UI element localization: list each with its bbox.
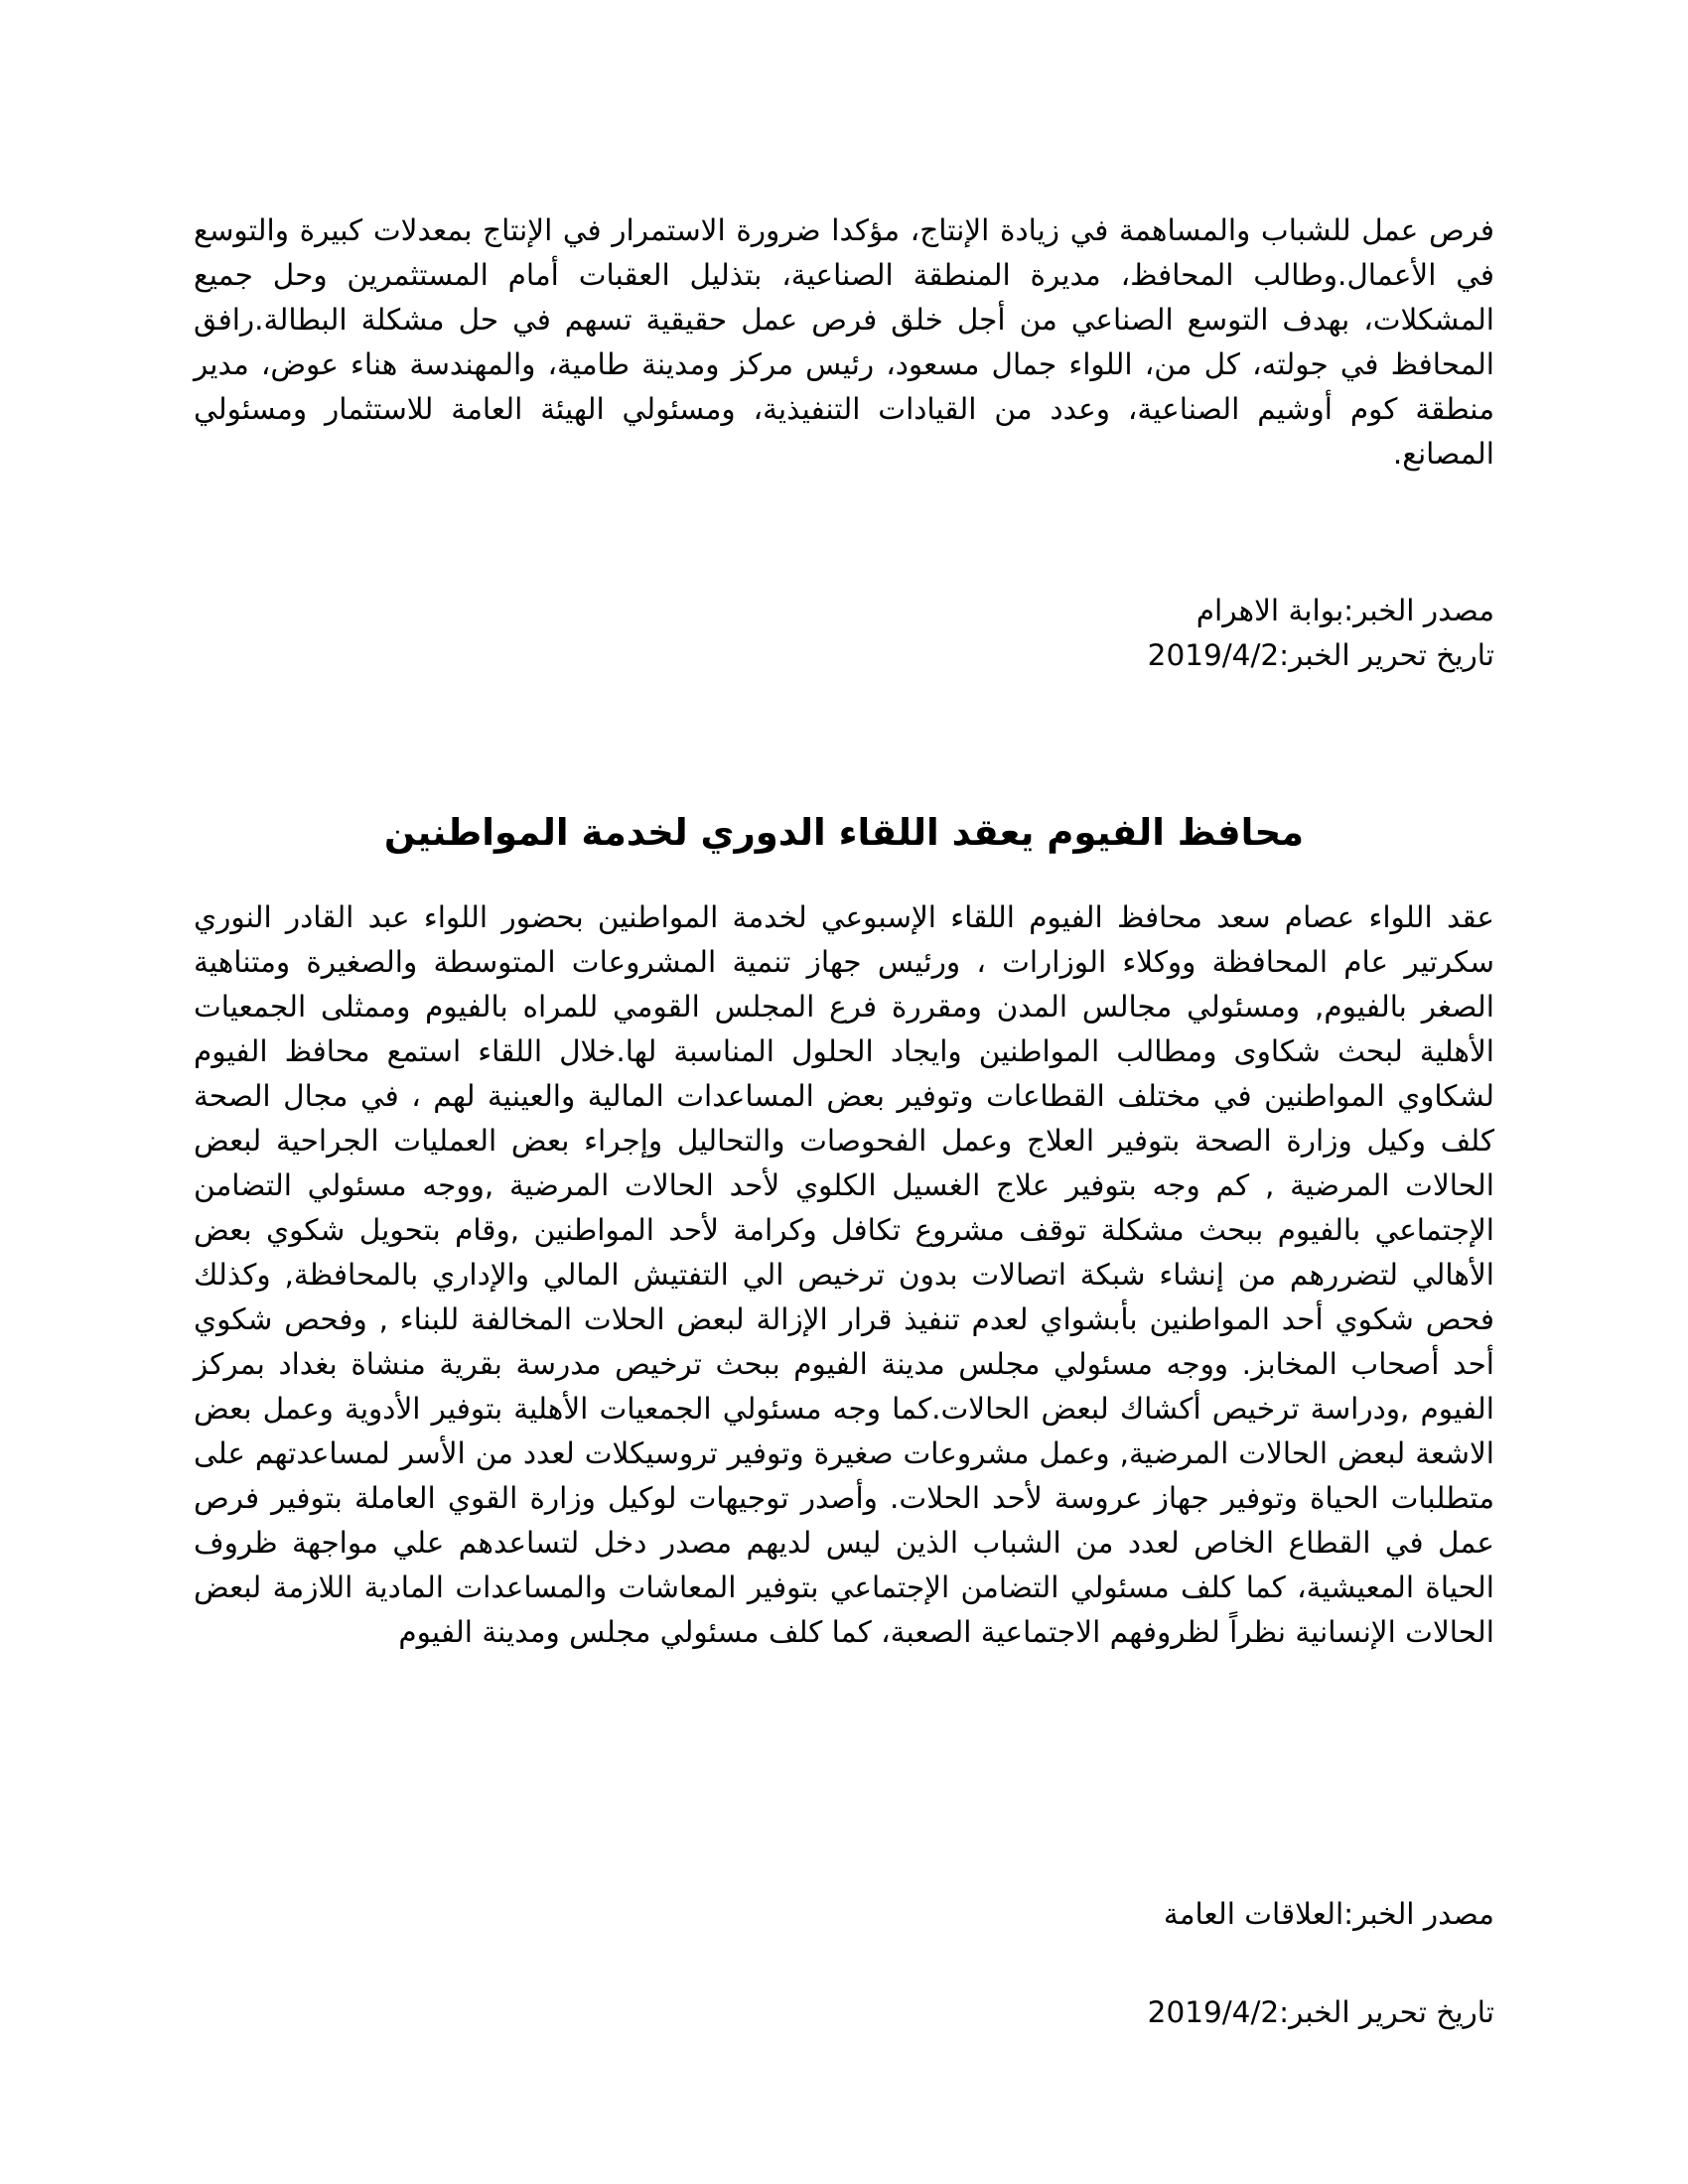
article-2-date xyxy=(194,1990,1494,2035)
article-1-source-text: مصدر الخبر:بوابة الاهرام xyxy=(1196,594,1494,627)
article-2-title: محافظ الفيوم يعقد اللقاء الدوري لخدمة المواطنين xyxy=(383,811,1305,854)
article-1-date xyxy=(194,633,1494,678)
article-2-date-text: تاريخ تحرير الخبر:2019/4/2 xyxy=(1147,1995,1494,2029)
article-2-source-text: مصدر الخبر:العلاقات العامة xyxy=(1163,1897,1494,1931)
article-2-title-block xyxy=(194,803,1494,863)
article-1 xyxy=(194,208,1494,477)
article-2 xyxy=(194,895,1494,1655)
article-2-body: عقد اللواء عصام سعد محافظ الفيوم اللقاء الإسبوعي لخدمة المواطنين بحضور اللواء عبد القادر النوري سكرتير عام المحافظة ووكلاء الوزارات ، ورئيس جهاز تنمية المشروعات المتوسطة والصغيرة ومتناهية الصغر بالفيوم, ومسئولي مجالس المدن ومقررة فرع المجلس القومي للمراه بالفيوم وممثلى الجمعيات الأهلية لبحث شكاوى ومطالب المواطنين وايجاد الحلول المناسبة لها.خلال اللقاء استمع محافظ الفيوم لشكاوي المواطنين في مختلف القطاعات وتوفير بعض المساعدات المالية والعينية لهم ، في مجال الصحة كلف وكيل وزارة الصحة بتوفير العلاج وعمل الفحوصات والتحاليل وإجراء بعض العمليات الجراحية لبعض الحالات المرضية , كم وجه بتوفير علاج الغسيل الكلوي لأحد الحالات المرضية ,ووجه مسئولي التضامن الإجتماعي بالفيوم ببحث مشكلة توقف مشروع تكافل وكرامة لأحد المواطنين ,وقام بتحويل شكوي بعض الأهالي لتضررهم من إنشاء شبكة اتصالات بدون ترخيص الي التفتيش المالي والإداري بالمحافظة, وكذلك فحص شكوي أحد المواطنين بأبشواي لعدم تنفيذ قرار الإزالة لبعض الحلات المخالفة للبناء , وفحص شكوي أحد أصحاب المخابز. ووجه مسئولي مجلس مدينة الفيوم ببحث ترخيص مدرسة بقرية منشاة بغداد بمركز الفيوم ,ودراسة ترخيص أكشاك لبعض الحالات.كما وجه مسئولي الجمعيات الأهلية بتوفير الأدوية وعمل بعض الاشعة لبعض الحالات المرضية, وعمل مشروعات صغيرة وتوفير تروسيكلات لعدد من الأسر لمساعدتهم على متطلبات الحياة وتوفير جهاز عروسة لأحد الحلات. وأصدر توجيهات لوكيل وزارة القوي العاملة بتوفير فرص عمل في القطاع الخاص لعدد من الشباب الذين ليس لديهم مصدر دخل لتساعدهم علي مواجهة ظروف الحياة المعيشية، كما كلف مسئولي التضامن الإجتماعي بتوفير المعاشات والمساعدات المادية اللازمة لبعض الحالات الإنسانية نظراً لظروفهم الاجتماعية الصعبة، كما كلف مسئولي مجلس ومدينة الفيوم xyxy=(194,900,1494,1649)
article-1-date-text: تاريخ تحرير الخبر:2019/4/2 xyxy=(1147,638,1494,672)
article-1-body: فرص عمل للشباب والمساهمة في زيادة الإنتاج، مؤكدا ضرورة الاستمرار في الإنتاج بمعدلات كبيرة والتوسع في الأعمال.وطالب المحافظ، مديرة المنطقة الصناعية، بتذليل العقبات أمام المستثمرين وحل جميع المشكلات، بهدف التوسع الصناعي من أجل خلق فرص عمل حقيقية تسهم في حل مشكلة البطالة.رافق المحافظ في جولته، كل من، اللواء جمال مسعود، رئيس مركز ومدينة طامية، والمهندسة هناء عوض، مدير منطقة كوم أوشيم الصناعية، وعدد من القيادات التنفيذية، ومسئولي الهيئة العامة للاستثمار ومسئولي المصانع. xyxy=(194,213,1494,471)
article-2-source xyxy=(194,1892,1494,1937)
article-1-source xyxy=(194,589,1494,633)
